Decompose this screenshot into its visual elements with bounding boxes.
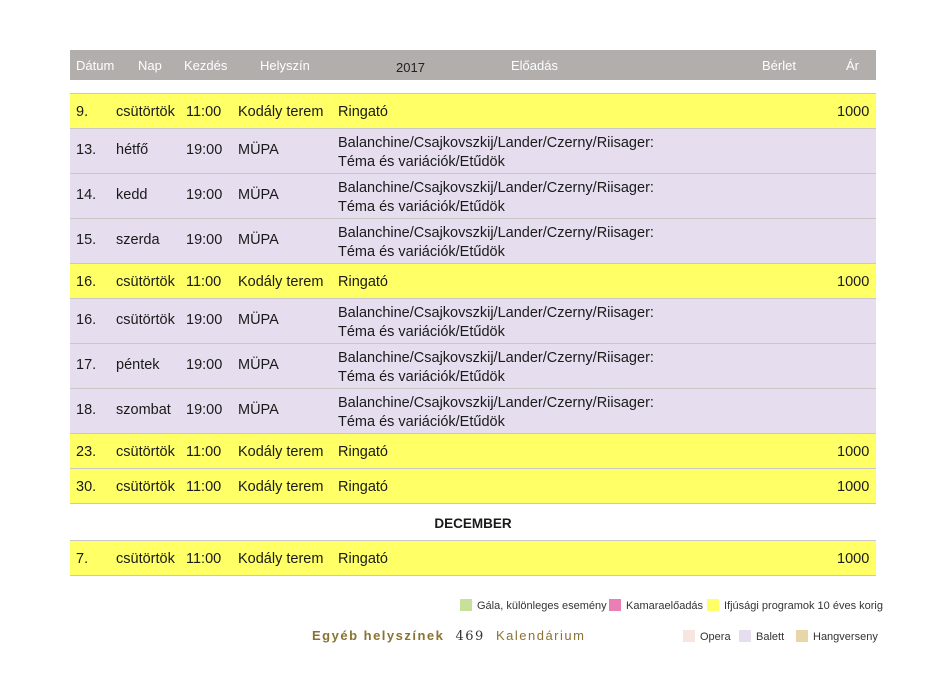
table-row: [70, 218, 876, 263]
col-ar: Ár: [846, 58, 859, 73]
row-date: 13.: [76, 142, 97, 158]
legend-balett: [739, 630, 784, 643]
table-bottom-rule: [70, 575, 876, 576]
legend-gala-label: Gála, különleges esemény: [477, 600, 607, 612]
table-row: [70, 263, 876, 298]
legend-kamara-label: Kamaraelőadás: [626, 600, 704, 612]
row-date: 9.: [76, 104, 89, 120]
table-row: [70, 93, 876, 128]
legend-gala: [460, 599, 607, 612]
row-time: 19:00: [186, 402, 223, 418]
col-datum: Dátum: [76, 58, 115, 73]
row-time: 19:00: [186, 232, 223, 248]
row-venue: Kodály terem: [238, 104, 324, 120]
row-venue: MÜPA: [238, 402, 279, 418]
row-time: 19:00: [186, 312, 223, 328]
legend-opera: [683, 630, 731, 643]
row-venue: MÜPA: [238, 142, 279, 158]
row-venue: MÜPA: [238, 232, 279, 248]
col-nap: Nap: [138, 58, 162, 73]
row-day: szerda: [116, 232, 160, 248]
row-time: 11:00: [186, 479, 222, 495]
footer-chapter: Kalendárium: [495, 628, 586, 643]
row-price: 1000: [837, 551, 870, 567]
legend-ifjusagi: [707, 599, 883, 612]
row-venue: Kodály terem: [238, 444, 324, 460]
row-performance: Balanchine/Csajkovszkij/Lander/Czerny/Riisager: Téma és variációk/Etűdök: [338, 180, 654, 215]
row-venue: MÜPA: [238, 357, 279, 373]
row-day: péntek: [116, 357, 160, 373]
month-heading: [70, 503, 876, 540]
row-performance: Ringató: [338, 479, 388, 495]
row-day: csütörtök: [116, 312, 175, 328]
table-row: [70, 173, 876, 218]
table-row: [70, 433, 876, 468]
row-price: 1000: [837, 104, 870, 120]
row-time: 19:00: [186, 357, 223, 373]
kamara-swatch-icon: [609, 599, 621, 611]
month-label: DECEMBER: [434, 516, 512, 531]
row-venue: Kodály terem: [238, 274, 324, 290]
opera-swatch-icon: [683, 630, 695, 642]
row-time: 11:00: [186, 551, 222, 567]
legend-opera-label: Opera: [700, 631, 731, 643]
row-day: csütörtök: [116, 551, 175, 567]
row-performance: Ringató: [338, 444, 388, 460]
schedule-table: [70, 93, 876, 576]
table-row: [70, 298, 876, 343]
table-row: [70, 128, 876, 173]
table-row: [70, 388, 876, 433]
col-berlet: Bérlet: [762, 58, 796, 73]
row-price: 1000: [837, 444, 870, 460]
row-date: 30.: [76, 479, 97, 495]
hangverseny-swatch-icon: [796, 630, 808, 642]
row-date: 14.: [76, 187, 97, 203]
legend-balett-label: Balett: [756, 631, 785, 643]
row-date: 7.: [76, 551, 89, 567]
footer-section: Egyéb helyszínek: [312, 628, 445, 643]
row-date: 16.: [76, 312, 97, 328]
row-time: 19:00: [186, 187, 223, 203]
page-number: 469: [455, 629, 485, 644]
gala-swatch-icon: [460, 599, 472, 611]
row-date: 15.: [76, 232, 97, 248]
row-venue: MÜPA: [238, 312, 279, 328]
table-row: [70, 468, 876, 503]
row-performance: Balanchine/Csajkovszkij/Lander/Czerny/Riisager: Téma és variációk/Etűdök: [338, 225, 654, 260]
row-date: 23.: [76, 444, 97, 460]
row-price: 1000: [837, 274, 870, 290]
row-time: 11:00: [186, 274, 222, 290]
row-venue: MÜPA: [238, 187, 279, 203]
row-date: 16.: [76, 274, 97, 290]
row-day: kedd: [116, 187, 148, 203]
row-day: csütörtök: [116, 274, 175, 290]
page-footer: [312, 628, 585, 644]
table-row: [70, 540, 876, 575]
row-performance: Ringató: [338, 551, 388, 567]
table-row: [70, 343, 876, 388]
row-performance: Balanchine/Csajkovszkij/Lander/Czerny/Riisager: Téma és variációk/Etűdök: [338, 305, 654, 340]
row-performance: Ringató: [338, 104, 388, 120]
col-kezdes: Kezdés: [184, 58, 228, 73]
row-day: szombat: [116, 402, 171, 418]
row-date: 17.: [76, 357, 97, 373]
balett-swatch-icon: [739, 630, 751, 642]
legend-hangverseny-label: Hangverseny: [813, 631, 878, 643]
row-day: csütörtök: [116, 444, 175, 460]
row-performance: Balanchine/Csajkovszkij/Lander/Czerny/Riisager: Téma és variációk/Etűdök: [338, 395, 654, 430]
row-performance: Ringató: [338, 274, 388, 290]
legend-hangverseny: [796, 630, 878, 643]
col-eloadas: Előadás: [511, 58, 558, 73]
row-date: 18.: [76, 402, 97, 418]
legend-kamara: [609, 599, 703, 612]
row-time: 19:00: [186, 142, 223, 158]
ifjusagi-swatch-icon: [707, 599, 719, 611]
row-venue: Kodály terem: [238, 551, 324, 567]
col-helyszin: Helyszín: [260, 58, 310, 73]
legend-ifjusagi-label: Ifjúsági programok 10 éves korig: [724, 600, 883, 612]
row-venue: Kodály terem: [238, 479, 324, 495]
row-day: hétfő: [116, 142, 149, 158]
row-performance: Balanchine/Csajkovszkij/Lander/Czerny/Riisager: Téma és variációk/Etűdök: [338, 350, 654, 385]
row-price: 1000: [837, 479, 870, 495]
year-label: 2017: [396, 60, 425, 75]
row-day: csütörtök: [116, 479, 175, 495]
row-performance: Balanchine/Csajkovszkij/Lander/Czerny/Riisager: Téma és variációk/Etűdök: [338, 135, 654, 170]
row-time: 11:00: [186, 104, 222, 120]
row-day: csütörtök: [116, 104, 175, 120]
row-time: 11:00: [186, 444, 222, 460]
table-header: [70, 50, 876, 80]
